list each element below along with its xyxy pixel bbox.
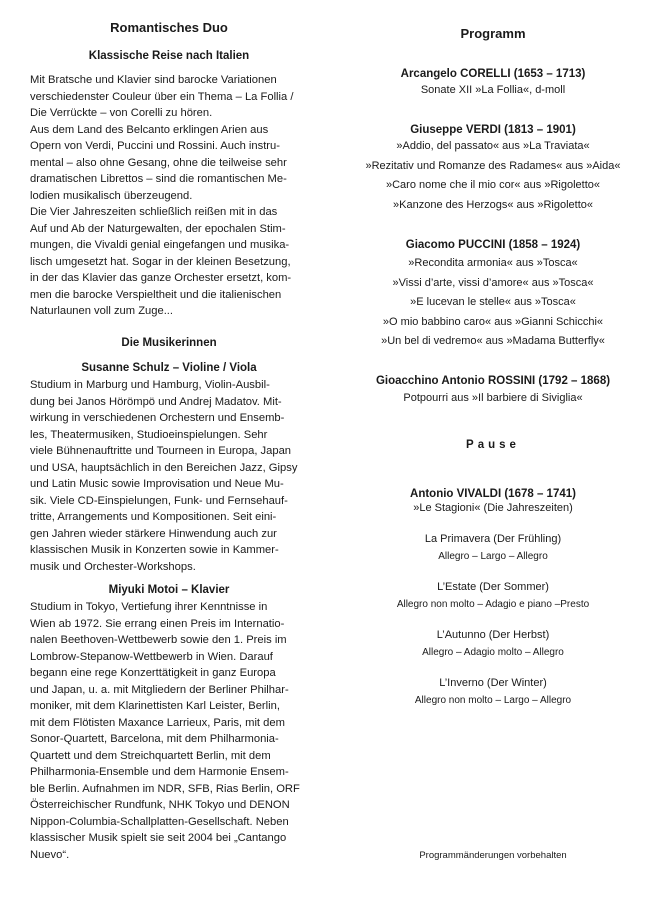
season-name: L’Inverno (Der Winter)	[439, 677, 547, 689]
season-block	[348, 532, 638, 564]
vivaldi-subtitle: »Le Stagioni« (Die Jahreszeiten)	[413, 502, 573, 514]
concert-subtitle: Klassische Reise nach Italien	[88, 50, 250, 62]
musicians-heading: Die Musikerinnen	[121, 337, 217, 349]
work-item: »O mio babbino caro« aus »Gianni Schicchi«	[382, 315, 604, 328]
intermission-label: Pause	[466, 439, 520, 451]
concert-title: Romantisches Duo	[110, 20, 228, 35]
season-name: La Primavera (Der Frühling)	[424, 533, 562, 545]
intro-text: Mit Bratsche und Klavier sind barocke Variationen verschiedenster Couleur über ein Thema – La Follia / Die Verrückte – von Corelli zu hören. Aus dem Land des Belcanto erklingen Arien aus Opern von Verdi, Puccini und Rossini. Auch instru- mental – also ohne Gesang, ohne die teilweise sehr dramatischen Librettos – sind die romantischen Me- lodien musikalisch überzeugend. Die Vier Jahreszeiten schließlich reißen mit in das Auf und Ab der Naturgewalten, der epochalen Stim- mungen, die Vivaldi genial eingefangen und musika- lisch umgesetzt hat. Sogar in der kleinen Besetzung, in der das Klavier das ganze Orchester ersetzt, kom- men die barocke Verspieltheit und die italienischen Naturlaunen voll zum Zuge...	[30, 74, 294, 317]
musician-1-name: Susanne Schulz – Violine / Viola	[81, 362, 257, 374]
season-block	[348, 580, 638, 612]
season-block	[348, 676, 638, 708]
work-item: »Kanzone des Herzogs« aus »Rigoletto«	[393, 198, 593, 211]
work-item: »Un bel di vedremo« aus »Madama Butterfly«	[381, 335, 605, 347]
season-name: L’Autunno (Der Herbst)	[436, 629, 550, 641]
work-item: »Rezitativ und Romanze des Radames« aus »Aida«	[365, 159, 621, 172]
composer-puccini: Giacomo PUCCINI (1858 – 1924)	[405, 239, 581, 251]
musician-2-bio: Studium in Tokyo, Vertiefung ihrer Kenntnisse in Wien ab 1972. Sie errang einen Preis im Internatio- nalen Beethoven-Wettbewerb sowie den 1. Preis im Lombrow-Stepanow-Wettbewerb in Wien. Darauf begann eine rege Konzerttätigkeit in ganz Europa und Japan, u. a. mit Mitgliedern der Berliner Philhar- moniker, mit dem Klarinettisten Karl Leister, Berlin, mit dem Flötisten Maxance Larrieux, Paris, mit dem Sonor-Quartett, Barcelona, mit dem Philharmonia- Quartett und dem Streichquartett Berlin, mit dem Philharmonia-Ensemble und dem Harmonie Ensem- ble Berlin. Aufnahmen im NDR, SFB, Rias Berlin, ORF Österreichischer Rundfunk, NHK Tokyo und DENON Nippon-Columbia-Schallplatten-Gesellschaft. Neben klassischer Musik spielt sie seit 2004 bei „Cantango Nuevo“.	[30, 601, 300, 861]
season-movements: Allegro – Largo – Allegro	[438, 551, 548, 562]
verdi-works	[348, 137, 638, 215]
season-movements: Allegro non molto – Largo – Allegro	[414, 695, 572, 706]
composer-rossini: Gioacchino Antonio ROSSINI (1792 – 1868)	[375, 375, 611, 387]
season-name: L’Estate (Der Sommer)	[437, 581, 549, 593]
work-item: »Caro nome che il mio cor« aus »Rigoletto«	[385, 179, 600, 191]
composer-verdi: Giuseppe VERDI (1813 – 1901)	[410, 124, 576, 136]
musician-1-bio: Studium in Marburg und Hamburg, Violin-Ausbil- dung bei Janos Hörömpö und Andrej Madatov. Mit- wirkung in verschiedenen Orchestern und Ensemb- les, Theatermusiken, Studioeinspielungen. Sehr viele Bühnenauftritte und Tourneen in Europa, Japan und USA, hauptsächlich in den Bereichen Jazz, Gipsy und Latin Music sowie Improvisation und Neue Mu- sik. Viele CD-Einspielungen, Funk- und Fernsehauf- tritte, Arrangements und Kompositionen. Seit eini- gen Jahren wieder stärkere Hinwendung auch zur klassischen Musik in Konzerten sowie in Kammer- musik und Orchester-Workshops.	[30, 379, 298, 573]
season-movements: Allegro – Adagio molto – Allegro	[422, 647, 564, 658]
work-item: »Addio, del passato« aus »La Traviata«	[396, 140, 590, 152]
puccini-works	[348, 254, 638, 352]
work-item: »Vissi d’arte, vissi d’amore« aus »Tosca«	[392, 276, 594, 289]
composer-corelli: Arcangelo CORELLI (1653 – 1713)	[400, 68, 586, 80]
musician-2-name: Miyuki Motoi – Klavier	[108, 584, 230, 596]
program-title: Programm	[460, 26, 526, 41]
work-item: Sonate XII »La Follia«, d-moll	[420, 84, 566, 96]
season-block	[348, 628, 638, 660]
work-item: Potpourri aus »Il barbiere di Siviglia«	[403, 392, 583, 404]
work-item: »Recondita armonia« aus »Tosca«	[408, 257, 578, 269]
composer-vivaldi: Antonio VIVALDI (1678 – 1741)	[410, 488, 576, 500]
work-item: »E lucevan le stelle« aus »Tosca«	[410, 296, 576, 308]
program-footnote: Programmänderungen vorbehalten	[419, 850, 567, 861]
season-movements: Allegro non molto – Adagio e piano –Presto	[396, 599, 590, 610]
